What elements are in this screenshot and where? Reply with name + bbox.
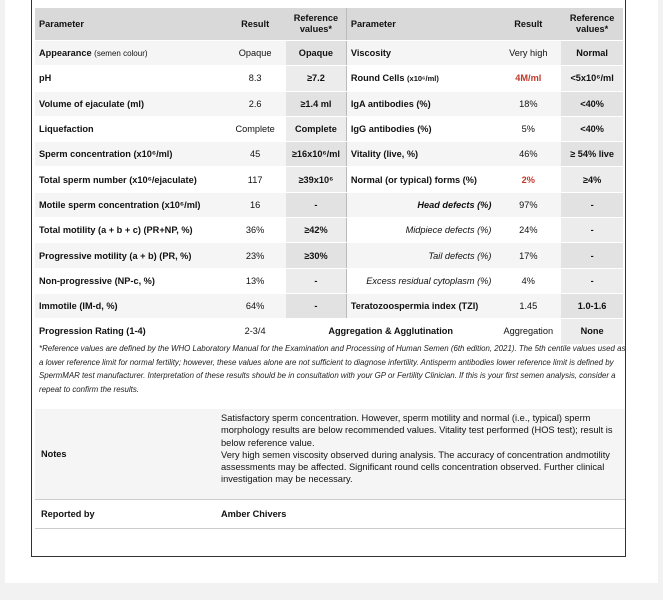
table-row bbox=[35, 293, 623, 318]
reference-value: ≥39x10⁶ bbox=[286, 167, 346, 192]
param-unit-2: (x10⁶/ml) bbox=[407, 74, 439, 84]
table-row bbox=[35, 41, 623, 66]
param-unit: (NP-c, %) bbox=[114, 275, 155, 286]
reference-value: - bbox=[286, 192, 346, 217]
result-value-2: 46% bbox=[495, 142, 561, 167]
param-unit: (a + b) (PR, %) bbox=[129, 250, 192, 261]
result-value-2: 4% bbox=[495, 268, 561, 293]
param-name: Liquefaction bbox=[35, 116, 224, 141]
param-unit: (ml) bbox=[127, 98, 145, 109]
param-name: Progression Rating (1-4) bbox=[35, 319, 224, 344]
notes-table bbox=[35, 409, 625, 529]
notes-row bbox=[35, 409, 625, 499]
result-value-2: 24% bbox=[495, 218, 561, 243]
notes-paragraph-2: Very high semen viscosity observed during analysis. The accuracy of concentration andmotility assessments may be affected. Significant round cells concentration observed. Further clinical investigation may be necessary. bbox=[221, 449, 610, 485]
reference-value-2: <40% bbox=[561, 91, 623, 116]
reference-value-2: <5x10⁶/ml bbox=[561, 66, 623, 91]
param-name: Non-progressive bbox=[39, 275, 113, 286]
reference-value: ≥1.4 ml bbox=[286, 91, 346, 116]
reference-value: ≥7.2 bbox=[286, 66, 346, 91]
result-value: 2.6 bbox=[224, 91, 286, 116]
param-unit: (a + b + c) (PR+NP, %) bbox=[98, 225, 193, 236]
result-value-2: 17% bbox=[495, 243, 561, 268]
param-name-2: Normal (or typical) forms (%) bbox=[346, 167, 495, 192]
reported-by-label: Reported by bbox=[35, 499, 215, 528]
notes-paragraph-1: Satisfactory sperm concentration. However, sperm motility and normal (i.e., typical) sperm morphology results are below recommended values. Vitality test performed (HOS test); result is below reference value. bbox=[221, 413, 613, 448]
param-name: Appearance bbox=[39, 48, 92, 59]
result-value: Complete bbox=[224, 116, 286, 141]
table-header-row bbox=[35, 8, 623, 41]
reference-value: ≥16x10⁶/ml bbox=[286, 142, 346, 167]
table-row bbox=[35, 66, 623, 91]
result-value: 2-3/4 bbox=[224, 319, 286, 344]
reference-value: ≥42% bbox=[286, 218, 346, 243]
reference-value-2: None bbox=[561, 319, 623, 344]
param-name: Motile sperm concentration bbox=[39, 199, 159, 210]
reported-by-value: Amber Chivers bbox=[215, 499, 625, 528]
param-name: Total sperm number bbox=[39, 174, 127, 185]
reference-value: Complete bbox=[286, 116, 346, 141]
reference-value: - bbox=[286, 293, 346, 318]
result-value: 23% bbox=[224, 243, 286, 268]
param-name-2: IgG antibodies (%) bbox=[346, 116, 495, 141]
param-name-2: Head defects (%) bbox=[346, 192, 495, 217]
table-row bbox=[35, 192, 623, 217]
param-unit: (IM-d, %) bbox=[79, 301, 118, 312]
param-unit-2: (live, %) bbox=[383, 149, 419, 160]
param-name-2: Vitality bbox=[350, 149, 381, 160]
reference-value-2: - bbox=[561, 192, 623, 217]
param-name-2: Teratozoospermia index bbox=[350, 301, 456, 312]
reference-value-2: - bbox=[561, 268, 623, 293]
result-value-2: 1.45 bbox=[495, 293, 561, 318]
param-unit: (x10⁶/ejaculate) bbox=[129, 174, 197, 185]
param-name: Progressive motility bbox=[39, 250, 127, 261]
param-name-2: Excess residual cytoplasm (%) bbox=[346, 268, 495, 293]
param-name-2: Viscosity bbox=[346, 41, 495, 66]
param-name: Immotile bbox=[39, 301, 77, 312]
result-value-2: Aggregation bbox=[495, 319, 561, 344]
param-name-2: IgA antibodies (%) bbox=[346, 91, 495, 116]
param-name: pH bbox=[35, 66, 224, 91]
header-result: Result bbox=[224, 8, 286, 41]
param-unit: (x10⁶/ml) bbox=[133, 149, 173, 160]
reported-by-row bbox=[35, 499, 625, 528]
result-value-2: 18% bbox=[495, 91, 561, 116]
table-row bbox=[35, 268, 623, 293]
result-value: 8.3 bbox=[224, 66, 286, 91]
header-parameter: Parameter bbox=[35, 8, 224, 41]
aggregation-label: Aggregation & Agglutination bbox=[286, 319, 495, 344]
reference-value-2: - bbox=[561, 218, 623, 243]
param-name-2: Round Cells bbox=[350, 73, 405, 84]
results-table bbox=[35, 8, 623, 345]
param-name-2: Tail defects (%) bbox=[346, 243, 495, 268]
reference-value: - bbox=[286, 268, 346, 293]
table-row bbox=[35, 167, 623, 192]
result-value: 45 bbox=[224, 142, 286, 167]
result-value: 13% bbox=[224, 268, 286, 293]
param-unit: (semen colour) bbox=[94, 49, 148, 59]
param-name-2: Midpiece defects (%) bbox=[346, 218, 495, 243]
result-value-2: 5% bbox=[495, 116, 561, 141]
param-name: Sperm concentration bbox=[39, 149, 131, 160]
reference-value-2: 1.0-1.6 bbox=[561, 293, 623, 318]
param-unit: (x10⁶/ml) bbox=[161, 199, 201, 210]
reference-footnote: *Reference values are defined by the WHO Laboratory Manual for the Examination and Processing of Human Semen (6th edition, 2021). The 5th centile values used as a lower reference limit for normal fertility; however, these values alone are not sufficient to diagnose infertility. Antisperm antibodies lower reference limit is defined by SpermMAR test manufacturer. Interpretation of these results should be in consultation with your GP or Fertility Clinician. If this is your first semen analysis, consider a repeat to confirm the results. bbox=[39, 344, 626, 394]
reference-value-2: ≥4% bbox=[561, 167, 623, 192]
param-unit-2: (TZI) bbox=[458, 301, 479, 312]
result-value-2: 4M/ml bbox=[495, 66, 561, 91]
result-value: 64% bbox=[224, 293, 286, 318]
result-value: 16 bbox=[224, 192, 286, 217]
table-row bbox=[35, 243, 623, 268]
result-value: 117 bbox=[224, 167, 286, 192]
table-row bbox=[35, 142, 623, 167]
notes-spacer bbox=[221, 486, 619, 496]
notes-text bbox=[215, 409, 625, 499]
table-row bbox=[35, 319, 623, 344]
reference-value: ≥30% bbox=[286, 243, 346, 268]
table-row bbox=[35, 116, 623, 141]
reference-value-2: - bbox=[561, 243, 623, 268]
param-name: Total motility bbox=[39, 225, 96, 236]
result-value-2: 2% bbox=[495, 167, 561, 192]
notes-label: Notes bbox=[35, 409, 215, 499]
header-result-2: Result bbox=[495, 8, 561, 41]
param-name: Volume of ejaculate bbox=[39, 98, 125, 109]
result-value-2: 97% bbox=[495, 192, 561, 217]
table-row bbox=[35, 218, 623, 243]
header-reference-2: Reference values* bbox=[561, 8, 623, 41]
result-value: Opaque bbox=[224, 41, 286, 66]
reference-value: Opaque bbox=[286, 41, 346, 66]
header-reference: Reference values* bbox=[286, 8, 346, 41]
reference-value-2: Normal bbox=[561, 41, 623, 66]
table-row bbox=[35, 91, 623, 116]
result-value-2: Very high bbox=[495, 41, 561, 66]
result-value: 36% bbox=[224, 218, 286, 243]
reference-value-2: ≥ 54% live bbox=[561, 142, 623, 167]
header-parameter-2: Parameter bbox=[346, 8, 495, 41]
reference-value-2: <40% bbox=[561, 116, 623, 141]
